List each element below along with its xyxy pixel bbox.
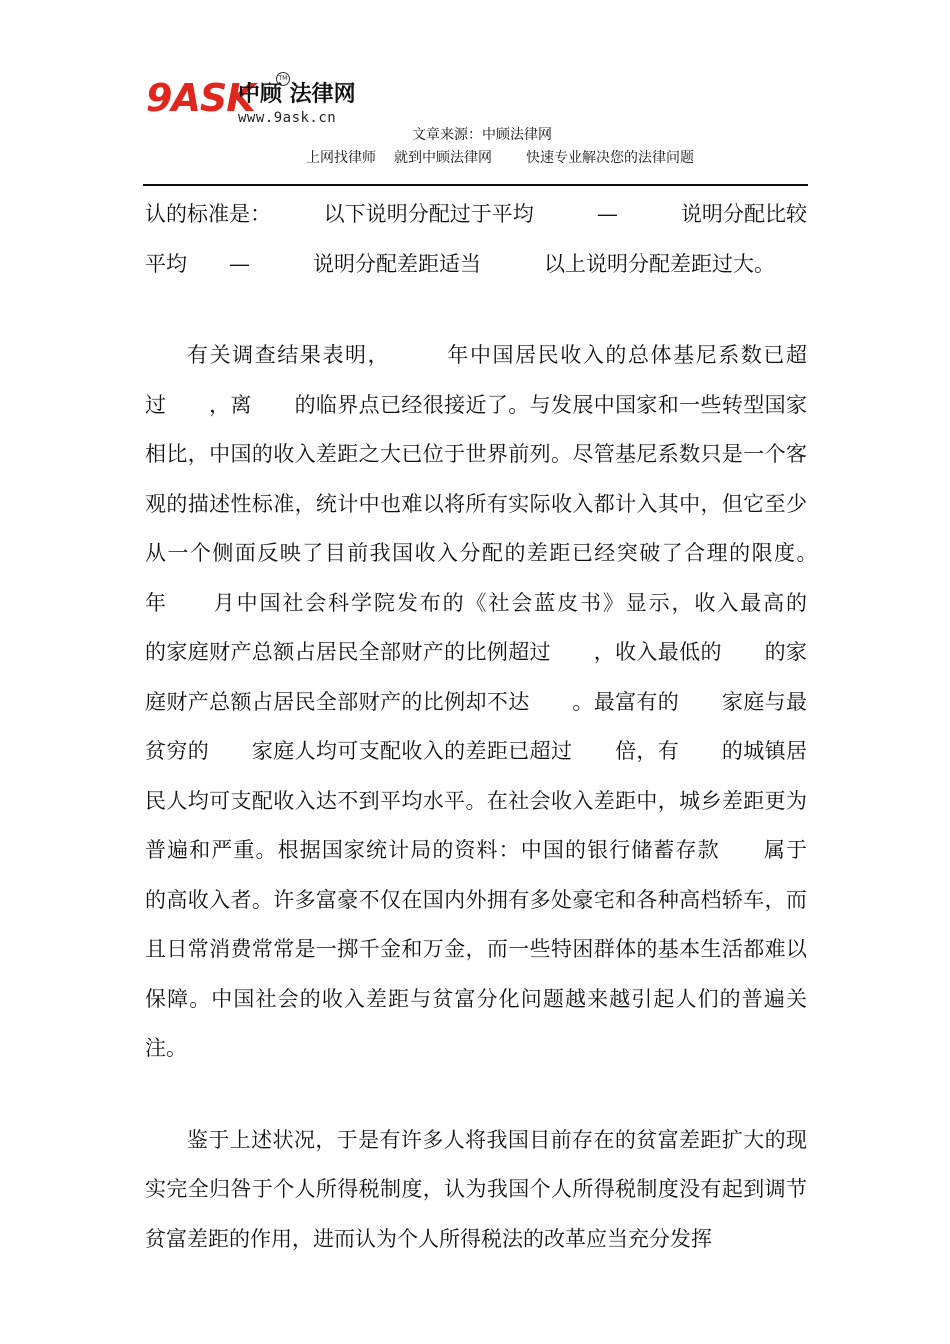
logo-name: 中顾 法律网	[238, 82, 356, 107]
trademark-icon: TM	[276, 72, 290, 86]
tagline-part-1: 上网找律师	[306, 150, 376, 166]
logo-ask: ASK	[171, 76, 255, 120]
paragraph-3: 鉴于上述状况，于是有许多人将我国目前存在的贫富差距扩大的现实完全归咎于个人所得税制度，认为我国个人所得税制度没有起到调节贫富差距的作用，进而认为个人所得税法的改革应当充分发挥	[145, 1127, 807, 1251]
article-source: 文章来源：中顾法律网	[412, 127, 552, 143]
header-divider	[143, 184, 808, 186]
article-body	[145, 190, 849, 1264]
paragraph-1: 认的标准是： 以下说明分配过于平均 — 说明分配比较平均 — 说明分配差距适当 以上说明分配差距过大。	[145, 202, 807, 276]
tagline-part-3: 快速专业解决您的法律问题	[526, 150, 694, 166]
logo-url: www.9ask.cn	[238, 110, 337, 126]
site-logo[interactable]	[146, 72, 376, 134]
logo-nine: 9	[146, 76, 172, 120]
tagline	[306, 148, 694, 168]
paragraph-2: 有关调查结果表明， 年中国居民收入的总体基尼系数已超过 ，离 的临界点已经很接近了。与发展中国家和一些转型国家相比，中国的收入差距之大已位于世界前列。尽管基尼系数只是一个客观的描述性标准，统计中也难以将所有实际收入都计入其中，但它至少从一个侧面反映了目前我国收入分配的差距已经突破了合理的限度。 年 月中国社会科学院发布的《社会蓝皮书》显示，收入最高的 的家庭财产总额占居民全部财产的比例超过 ，收入最低的 的家庭财产总额占居民全部财产的比例却不达 。最富有的 家庭与最贫穷的 家庭人均可支配收入的差距已超过 倍，有 的城镇居民人均可支配收入达不到平均水平。在社会收入差距中，城乡差距更为普遍和严重。根据国家统计局的资料：中国的银行储蓄存款 属于 的高收入者。许多富豪不仅在国内外拥有多处豪宅和各种高档轿车，而且日常消费常常是一掷千金和万金，而一些特困群体的基本生活都难以保障。中国社会的收入差距与贫富分化问题越来越引起人们的普遍关注。	[145, 343, 849, 1060]
tagline-part-2: 就到中顾法律网	[394, 150, 492, 166]
